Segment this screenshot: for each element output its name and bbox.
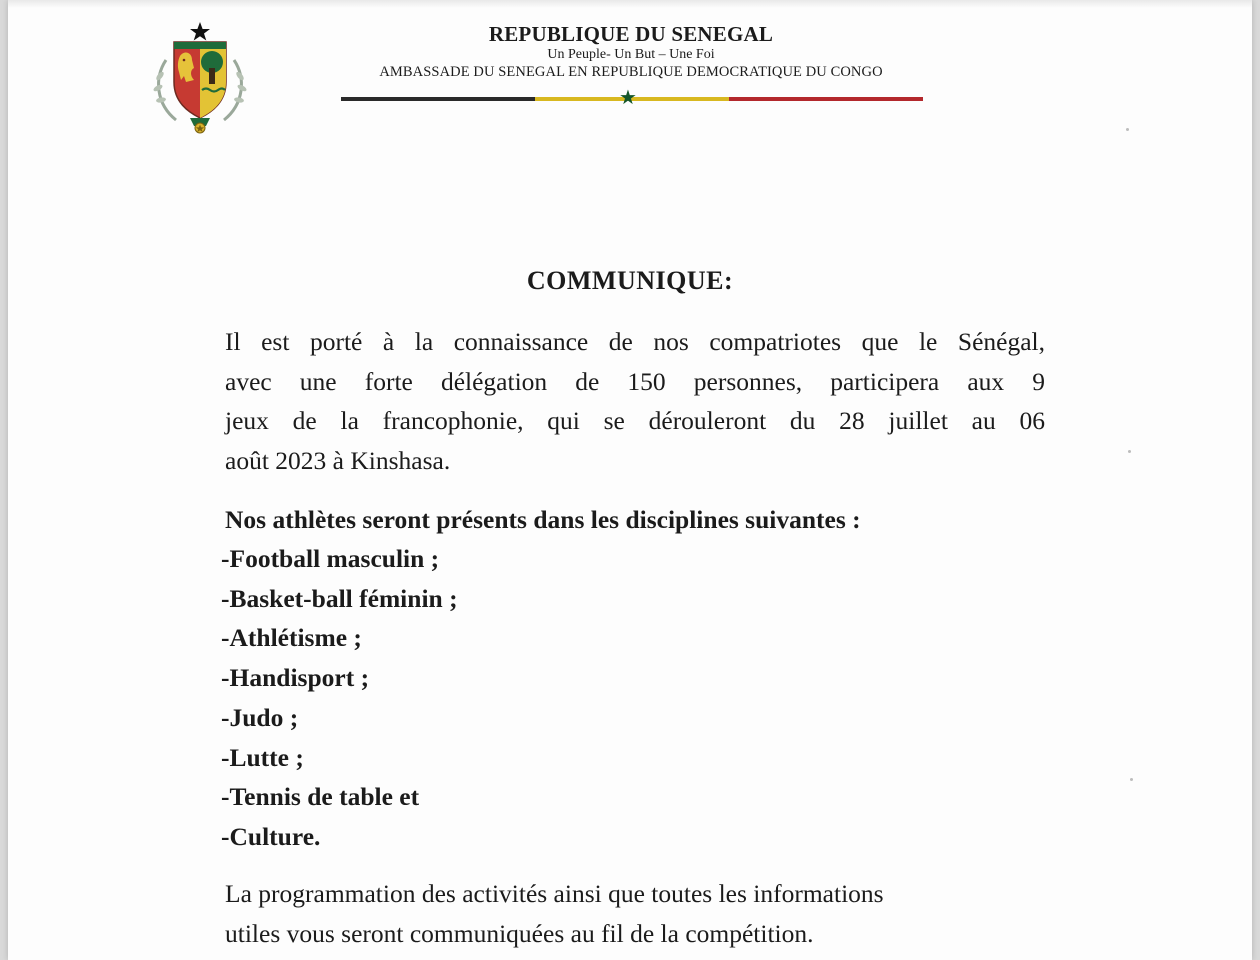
list-item: -Handisport ; — [221, 663, 370, 693]
closing-paragraph — [225, 874, 1045, 953]
national-motto: Un Peuple- Un But – Une Foi — [547, 47, 715, 62]
list-item: -Athlétisme ; — [221, 623, 362, 653]
letterhead — [338, 22, 924, 81]
intro-line: avec une forte délégation de 150 personnes, participera aux 9 — [225, 366, 1045, 396]
intro-paragraph — [225, 322, 1045, 480]
flag-segment-green — [341, 97, 535, 101]
scan-shadow — [8, 0, 1252, 8]
list-item: -Culture. — [221, 821, 321, 851]
list-item: -Basket-ball féminin ; — [221, 583, 458, 613]
closing-line: La programmation des activités ainsi que toutes les informations — [225, 879, 884, 908]
communique-title: COMMUNIQUE: — [526, 266, 734, 295]
document-page — [8, 0, 1252, 960]
scan-speck — [1130, 778, 1133, 781]
intro-line: jeux de la francophonie, qui se dérouleront du 28 juillet au 06 — [225, 406, 1045, 435]
intro-line: août 2023 à Kinshasa. — [225, 445, 451, 475]
list-item: -Lutte ; — [221, 742, 304, 772]
list-item: -Tennis de table et — [221, 782, 420, 812]
list-item: -Football masculin ; — [221, 544, 440, 573]
scan-speck — [1128, 450, 1131, 453]
flag-segment-red — [729, 97, 923, 101]
closing-line: utiles vous seront communiquées au fil de la compétition. — [225, 918, 814, 948]
star-icon: ★ — [619, 87, 637, 109]
embassy-name: AMBASSADE DU SENEGAL EN REPUBLIQUE DEMOCRATIQUE DU CONGO — [379, 64, 883, 80]
disciplines-list — [221, 539, 458, 857]
disciplines-lead: Nos athlètes seront présents dans les disciplines suivantes : — [225, 505, 861, 534]
scan-speck — [1126, 128, 1129, 131]
country-name: REPUBLIQUE DU SENEGAL — [488, 22, 774, 46]
intro-line: Il est porté à la connaissance de nos compatriotes que le Sénégal, — [225, 327, 1045, 356]
senegal-coat-of-arms-icon — [146, 20, 254, 136]
list-item: -Judo ; — [221, 702, 299, 732]
